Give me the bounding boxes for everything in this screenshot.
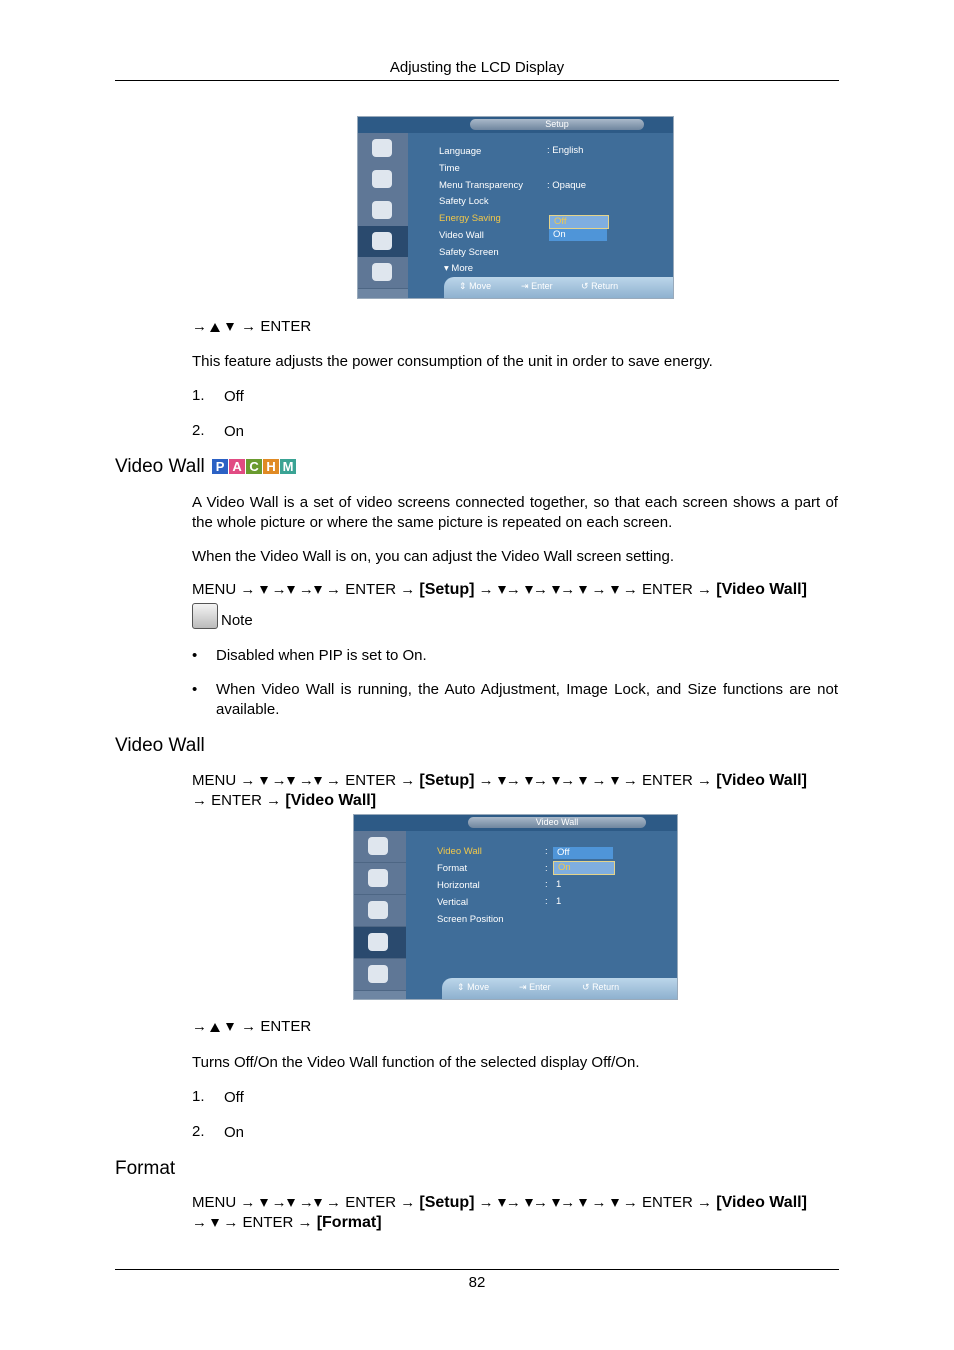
osd-return-hint: ↺ Return: [582, 982, 620, 992]
osd-multicontrol-icon: [358, 257, 408, 289]
down-arrow-icon: [498, 586, 506, 594]
osd-picture-icon: [358, 164, 408, 196]
osd-colon: :: [545, 879, 548, 890]
osd-item-language: Language: [439, 146, 482, 157]
list-item-on: On: [224, 423, 245, 440]
enter-icon: ⇥: [519, 982, 527, 992]
osd-multicontrol-icon: [354, 959, 406, 991]
move-icon: ⇕: [459, 281, 467, 291]
section-heading-video-wall-setting: Video Wall: [115, 735, 205, 756]
osd-option-on: On: [553, 861, 615, 875]
down-arrow-icon: [314, 1199, 322, 1207]
osd-item-safety-lock: Safety Lock: [439, 196, 489, 207]
osd-move-hint: ⇕ Move: [457, 982, 490, 992]
osd-value-horizontal: 1: [556, 879, 562, 890]
chevron-down-icon: ▾: [444, 263, 449, 274]
bullet-pip-disabled: Disabled when PIP is set to On.: [216, 647, 427, 664]
down-arrow-icon: [579, 1199, 587, 1207]
down-arrow-icon: [552, 1199, 560, 1207]
osd-sound-icon: [358, 195, 408, 227]
down-arrow-icon: [552, 586, 560, 594]
down-arrow-icon: [525, 777, 533, 785]
nav-instruction-1: → → ENTER: [192, 318, 312, 335]
bullet-marker: •: [192, 647, 198, 664]
section-heading-format: Format: [115, 1158, 176, 1179]
menu-path-video-wall-setting: MENU → → → → ENTER → [Setup] → → → → → → ENTER → [Video Wall]: [192, 772, 807, 789]
up-arrow-icon: [210, 1023, 220, 1032]
down-arrow-icon: [260, 586, 268, 594]
menu-path-video-wall-setting-cont: → ENTER → [Video Wall]: [192, 792, 377, 809]
down-arrow-icon: [226, 1023, 234, 1031]
badge-m: M: [280, 459, 296, 474]
osd-option-off: Off: [549, 215, 609, 229]
osd-value-transparency: : Opaque: [547, 180, 587, 191]
down-arrow-icon: [314, 586, 322, 594]
osd-return-hint: ↺ Return: [581, 281, 619, 291]
osd-value-language: : English: [547, 145, 584, 156]
list-number: 2.: [192, 1123, 205, 1140]
osd-item-vertical: Vertical: [437, 897, 469, 908]
osd-more-label: More: [451, 263, 474, 274]
osd-move-hint: ⇕ Move: [459, 281, 492, 291]
note-label: Note: [221, 612, 253, 629]
video-wall-when-on: When the Video Wall is on, you can adjust the Video Wall screen setting.: [192, 548, 674, 565]
list-number: 1.: [192, 387, 205, 404]
section-heading-video-wall: Video Wall P A C H M: [115, 456, 297, 478]
osd-colon: :: [545, 863, 548, 874]
osd-item-video-wall: Video Wall: [439, 230, 484, 241]
osd-title: Setup: [470, 119, 644, 130]
down-arrow-icon: [287, 1199, 295, 1207]
osd-enter-hint: ⇥ Enter: [519, 982, 551, 992]
video-wall-osd-screenshot: [353, 814, 678, 1000]
osd-sidebar: [358, 133, 408, 298]
page-number: 82: [468, 1274, 486, 1291]
osd-item-horizontal: Horizontal: [437, 880, 480, 891]
down-arrow-icon: [287, 586, 295, 594]
osd-sidebar: [354, 831, 406, 999]
down-arrow-icon: [611, 586, 619, 594]
osd-item-energy-saving: Energy Saving: [439, 213, 501, 224]
page-header: Adjusting the LCD Display: [389, 59, 565, 76]
setup-osd-screenshot: [357, 116, 674, 299]
up-arrow-icon: [210, 323, 220, 332]
menu-path-format: MENU → → → → ENTER → [Setup] → → → → → → ENTER → [Video Wall]: [192, 1194, 807, 1211]
bullet-functions-unavailable: When Video Wall is running, the Auto Adjustment, Image Lock, and Size functions are not available.: [216, 681, 839, 718]
osd-setup-icon: [354, 927, 406, 959]
down-arrow-icon: [314, 777, 322, 785]
down-arrow-icon: [260, 777, 268, 785]
down-arrow-icon: [611, 777, 619, 785]
down-arrow-icon: [260, 1199, 268, 1207]
osd-item-safety-screen: Safety Screen: [439, 247, 499, 258]
osd-colon: :: [545, 846, 548, 857]
enter-icon: ⇥: [521, 281, 529, 291]
video-wall-toggle-description: Turns Off/On the Video Wall function of the selected display Off/On.: [192, 1054, 640, 1071]
osd-setup-icon: [358, 226, 408, 258]
down-arrow-icon: [611, 1199, 619, 1207]
menu-path-video-wall: MENU → → → → ENTER → [Setup] → → → → → → ENTER → [Video Wall]: [192, 581, 807, 598]
video-wall-definition: A Video Wall is a set of video screens connected together, so that each screen shows a part of the whole picture or where the same picture is repeated on each screen.: [192, 494, 838, 531]
osd-item-screen-position: Screen Position: [437, 914, 504, 925]
move-icon: ⇕: [457, 982, 465, 992]
osd-titlebar: [358, 117, 673, 133]
osd-picture-icon: [354, 863, 406, 895]
osd-input-icon: [358, 133, 408, 165]
list-item-on: On: [224, 1124, 245, 1141]
badge-p: P: [212, 459, 228, 474]
badge-a: A: [229, 459, 245, 474]
return-icon: ↺: [581, 281, 589, 291]
list-number: 1.: [192, 1088, 205, 1105]
osd-item-more: [444, 263, 473, 274]
down-arrow-icon: [579, 777, 587, 785]
down-arrow-icon: [498, 1199, 506, 1207]
osd-option-off: Off: [553, 847, 613, 859]
badge-c: C: [246, 459, 262, 474]
osd-input-icon: [354, 831, 406, 863]
down-arrow-icon: [579, 586, 587, 594]
energy-saving-description: This feature adjusts the power consumption of the unit in order to save energy.: [192, 353, 713, 370]
note-icon: [192, 603, 218, 629]
osd-option-on: On: [549, 229, 607, 241]
down-arrow-icon: [498, 777, 506, 785]
osd-titlebar: [354, 815, 677, 831]
bullet-marker: •: [192, 681, 198, 698]
osd-colon: :: [545, 896, 548, 907]
down-arrow-icon: [525, 1199, 533, 1207]
badge-h: H: [263, 459, 279, 474]
return-icon: ↺: [582, 982, 590, 992]
osd-enter-hint: ⇥ Enter: [521, 281, 553, 291]
osd-value-vertical: 1: [556, 896, 562, 907]
osd-item-time: Time: [439, 163, 460, 174]
list-number: 2.: [192, 422, 205, 439]
down-arrow-icon: [552, 777, 560, 785]
footer-rule: [115, 1269, 839, 1270]
list-item-off: Off: [224, 388, 244, 405]
down-arrow-icon: [211, 1219, 219, 1227]
down-arrow-icon: [525, 586, 533, 594]
osd-item-menu-transparency: Menu Transparency: [439, 180, 523, 191]
model-badges: [212, 456, 297, 477]
osd-bottom-bar: [442, 978, 677, 999]
osd-bottom-bar: [444, 277, 673, 298]
osd-item-format: Format: [437, 863, 468, 874]
nav-instruction-2: → → ENTER: [192, 1018, 312, 1035]
osd-sound-icon: [354, 895, 406, 927]
list-item-off: Off: [224, 1089, 244, 1106]
down-arrow-icon: [226, 323, 234, 331]
menu-path-format-cont: → → ENTER → [Format]: [192, 1214, 382, 1231]
down-arrow-icon: [287, 777, 295, 785]
osd-item-video-wall: Video Wall: [437, 846, 482, 857]
header-rule: [115, 80, 839, 81]
osd-title: Video Wall: [468, 817, 646, 828]
